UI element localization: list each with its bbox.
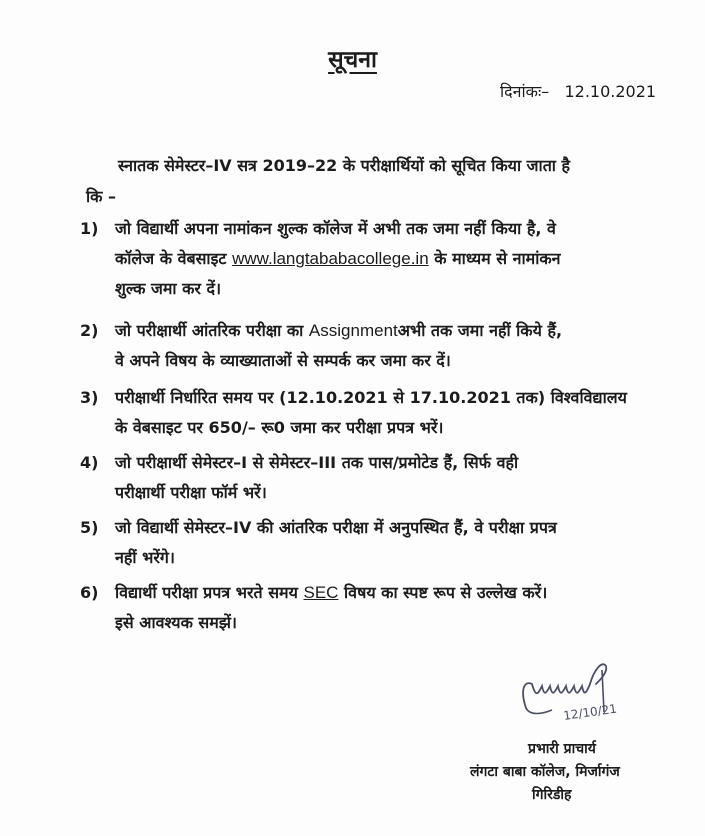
notice-item-1 (80, 214, 660, 304)
notice-item-3 (80, 383, 660, 443)
item-line: इसे आवश्यक समझें। (115, 613, 237, 632)
college-website-link[interactable]: www.langtababacollege.in (232, 249, 429, 268)
notice-title: सूचना (328, 47, 377, 73)
item-text: विद्यार्थी परीक्षा प्रपत्र भरते समय (115, 583, 298, 602)
signatory-college: लंगटा बाबा कॉलेज, मिर्जागंज (470, 764, 620, 780)
item-text: जो परीक्षार्थी आंतरिक परीक्षा का (115, 321, 304, 340)
assignment-word: Assignment (308, 321, 398, 340)
item-line: वे अपने विषय के व्याख्याताओं से सम्पर्क कर जमा कर दें। (115, 351, 451, 370)
signatory-place: गिरिडीह (532, 787, 572, 803)
item-line: जो विद्यार्थी अपना नामांकन शुल्क कॉलेज में अभी तक जमा नहीं किया है, वे (115, 219, 556, 238)
date-value: 12.10.2021 (564, 82, 657, 101)
notice-item-4 (80, 448, 660, 508)
item-line: के वेबसाइट पर 650/– रू0 जमा कर परीक्षा प्रपत्र भरें। (115, 418, 444, 437)
notice-item-5 (80, 513, 660, 573)
item-text: अभी तक जमा नहीं किये हैं, (397, 321, 563, 340)
item-line: शुल्क जमा कर दें। (115, 279, 222, 298)
item-number: 4) (80, 453, 99, 472)
item-number: 3) (80, 388, 99, 407)
notice-item-6 (80, 578, 660, 638)
item-text: विषय का स्पष्ट रूप से उल्लेख करें। (344, 583, 548, 602)
signatory-designation: प्रभारी प्राचार्य (528, 741, 596, 757)
item-number: 6) (80, 583, 99, 602)
item-text: के माध्यम से नामांकन (434, 249, 561, 268)
item-number: 5) (80, 518, 99, 537)
svg-text:12/10/21: 12/10/21 (562, 701, 618, 723)
signatory-block (470, 738, 670, 807)
date-label: दिनांकः– (500, 82, 550, 101)
notice-item-2 (80, 316, 660, 376)
notice-date (500, 80, 656, 102)
intro-line-1: स्नातक सेमेस्टर–IV सत्र 2019–22 के परीक्षार्थियों को सूचित किया जाता है (118, 156, 571, 175)
item-line: जो विद्यार्थी सेमेस्टर–IV की आंतरिक परीक्षा में अनुपस्थित हैं, वे परीक्षा प्रपत्र (115, 518, 557, 537)
item-line: जो परीक्षार्थी सेमेस्टर–I से सेमेस्टर–III तक पास/प्रमोटेड हैं, सिर्फ वही (115, 453, 519, 472)
item-text: कॉलेज के वेबसाइट (115, 249, 227, 268)
sec-word: SEC (303, 583, 339, 602)
item-number: 1) (80, 219, 99, 238)
item-line: नहीं भरेंगे। (115, 548, 175, 567)
item-line: परीक्षार्थी परीक्षा फॉर्म भरें। (115, 483, 267, 502)
item-line: परीक्षार्थी निर्धारित समय पर (12.10.2021 से 17.10.2021 तक) विश्वविद्यालय (115, 388, 627, 407)
item-number: 2) (80, 321, 99, 340)
principal-signature (512, 650, 632, 730)
intro-line-2: कि – (86, 187, 117, 206)
intro-paragraph (86, 150, 646, 212)
